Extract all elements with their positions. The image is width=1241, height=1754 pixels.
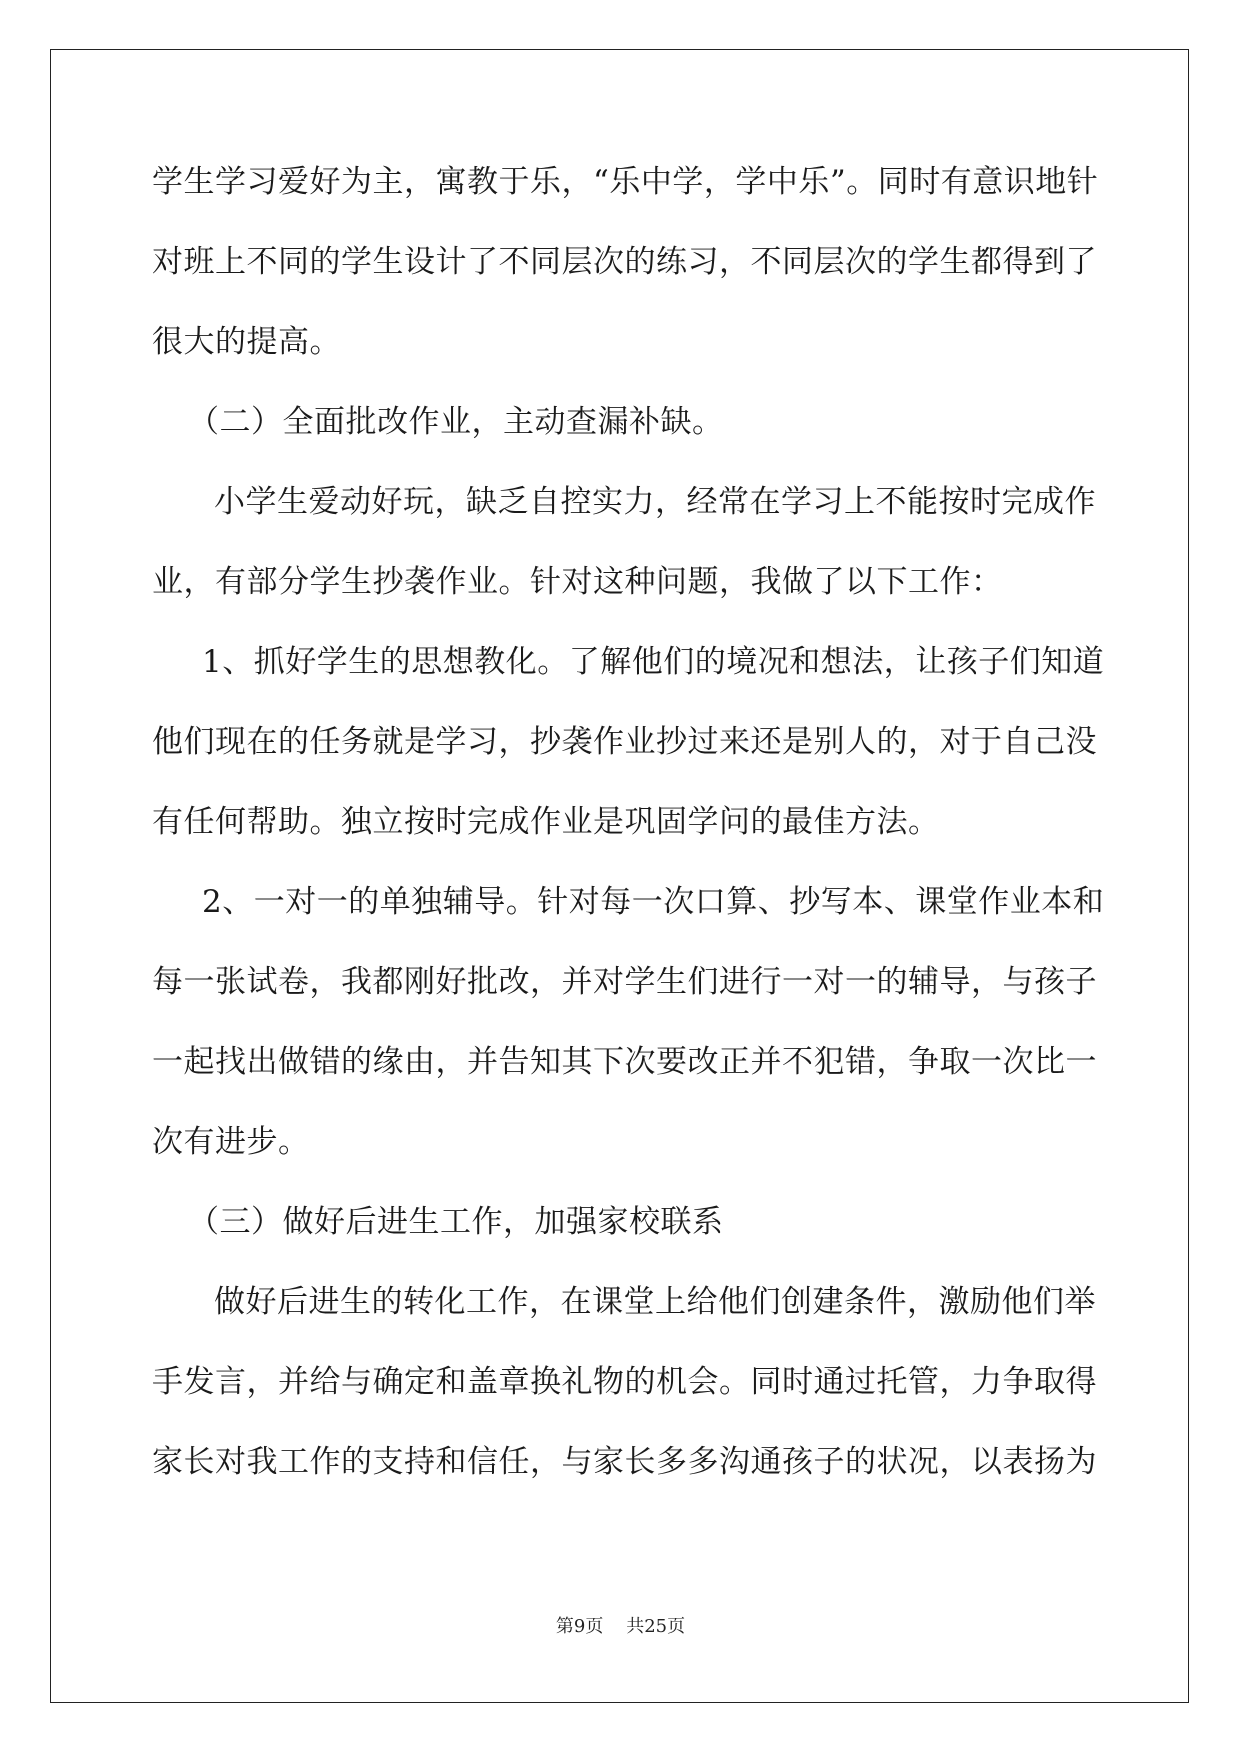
text-line: 学生学习爱好为主，寓教于乐，“乐中学，学中乐”。同时有意识地针 <box>152 164 1099 200</box>
text-line: 对班上不同的学生设计了不同层次的练习，不同层次的学生都得到了 <box>152 244 1097 280</box>
text-line: 2、一对一的单独辅导。针对每一次口算、抄写本、课堂作业本和 <box>202 884 1105 920</box>
page-footer <box>0 1612 1241 1638</box>
section-heading: （三）做好后进生工作，加强家校联系 <box>188 1204 724 1240</box>
text-line: 小学生爱动好玩，缺乏自控实力，经常在学习上不能按时完成作 <box>214 484 1096 520</box>
text-line: 有任何帮助。独立按时完成作业是巩固学问的最佳方法。 <box>152 804 940 840</box>
text-line: 1、抓好学生的思想教化。了解他们的境况和想法，让孩子们知道 <box>202 644 1105 680</box>
text-line: 很大的提高。 <box>152 324 341 360</box>
text-line: 他们现在的任务就是学习，抄袭作业抄过来还是别人的，对于自己没 <box>152 724 1097 760</box>
section-heading: （二）全面批改作业，主动查漏补缺。 <box>188 404 724 440</box>
text-line: 次有进步。 <box>152 1124 310 1160</box>
text-line: 业，有部分学生抄袭作业。针对这种问题，我做了以下工作： <box>152 564 1003 600</box>
footer-page-number: 9 <box>573 1616 586 1637</box>
text-line: 每一张试卷，我都刚好批改，并对学生们进行一对一的辅导，与孩子 <box>152 964 1097 1000</box>
footer-page-prefix: 第 <box>555 1616 574 1637</box>
footer-total-suffix: 页 <box>667 1616 686 1637</box>
footer-total-pages: 25 <box>644 1616 668 1637</box>
text-line: 家长对我工作的支持和信任，与家长多多沟通孩子的状况，以表扬为 <box>152 1444 1097 1480</box>
text-line: 手发言，并给与确定和盖章换礼物的机会。同时通过托管，力争取得 <box>152 1364 1097 1400</box>
document-body <box>152 162 1105 1482</box>
footer-page-suffix: 页 <box>585 1616 604 1637</box>
footer-total-prefix: 共 <box>626 1616 645 1637</box>
text-line: 一起找出做错的缘由，并告知其下次要改正并不犯错，争取一次比一 <box>152 1044 1097 1080</box>
text-line: 做好后进生的转化工作，在课堂上给他们创建条件，激励他们举 <box>214 1284 1096 1320</box>
